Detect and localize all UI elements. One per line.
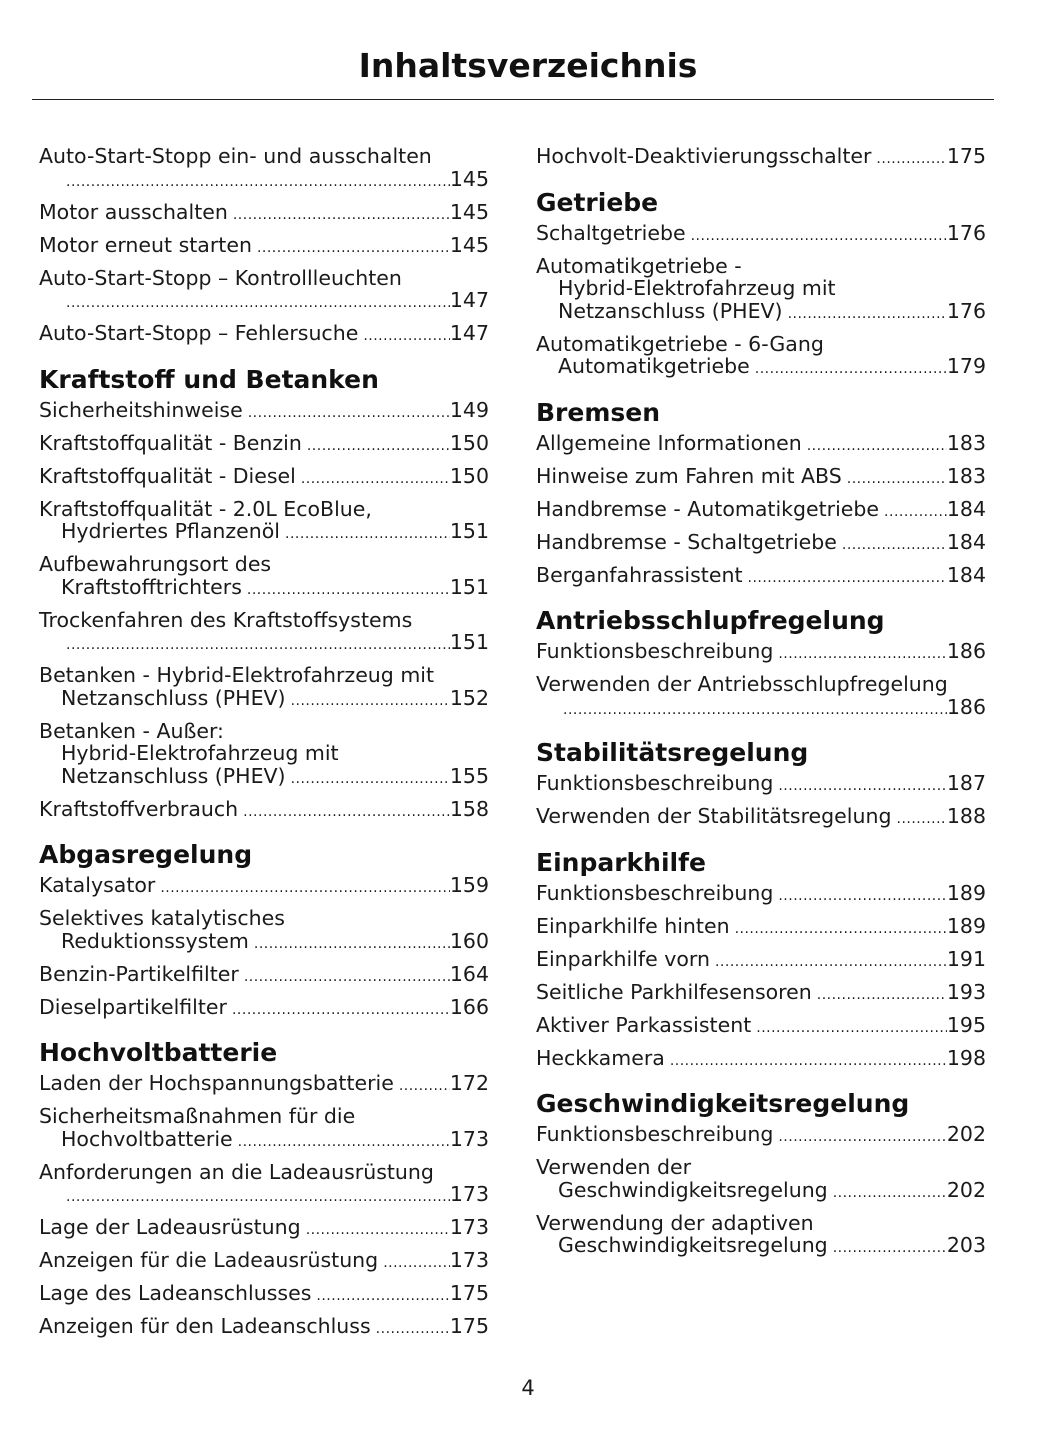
toc-entry-line [39, 996, 489, 1022]
toc-entry-text: Aufbewahrungsort des [39, 552, 272, 576]
dot-leader [842, 534, 947, 557]
toc-entry-line [536, 498, 986, 524]
toc-entry-line [39, 1282, 489, 1308]
toc-entry[interactable] [536, 882, 986, 908]
toc-entry-line [536, 222, 986, 248]
toc-entry[interactable] [39, 234, 489, 260]
toc-entry-text: Allgemeine Informationen [536, 430, 802, 455]
toc-entry-line [536, 564, 986, 590]
dot-leader [778, 643, 947, 666]
dot-leader [291, 768, 450, 791]
toc-entry-text: Funktionsbeschreibung [536, 639, 774, 663]
toc-entry[interactable] [39, 1282, 489, 1308]
toc-page-number: 151 [449, 630, 489, 654]
toc-column-right [536, 145, 986, 1267]
dot-leader [876, 148, 946, 171]
toc-page-number: 173 [449, 1248, 489, 1272]
dot-leader [232, 999, 450, 1022]
toc-entry[interactable] [39, 432, 489, 458]
toc-entry-line [39, 1315, 489, 1341]
toc-entry-line [536, 1123, 986, 1149]
toc-entry-line [39, 432, 489, 458]
toc-entry-line [536, 696, 986, 722]
toc-entry[interactable] [39, 201, 489, 227]
dot-leader [66, 1186, 450, 1209]
toc-entry-line [536, 432, 986, 458]
toc-entry-line [39, 1072, 489, 1098]
toc-entry-line [39, 1183, 489, 1209]
toc-entry[interactable] [39, 720, 489, 791]
toc-entry[interactable] [536, 145, 986, 171]
dot-leader [735, 918, 947, 941]
toc-page-number: 149 [449, 397, 489, 422]
toc-entry-text: Betanken - Hybrid-Elektrofahrzeug mit [39, 663, 435, 687]
toc-entry-line [39, 798, 489, 824]
toc-entry-text: Kraftstoffqualität - 2.0L EcoBlue, [39, 496, 372, 521]
toc-entry-text: Laden der Hochspannungsbatterie [39, 1071, 394, 1095]
toc-entry-text: Lage der Ladeausrüstung [39, 1215, 301, 1239]
toc-entry-text: Schaltgetriebe [536, 220, 686, 245]
dot-leader [66, 292, 450, 315]
toc-page-number: 173 [449, 1126, 489, 1151]
dot-leader [316, 1285, 449, 1308]
section-heading: Kraftstoff und Betanken [39, 364, 379, 394]
dot-leader [399, 1075, 450, 1098]
toc-entry-line [39, 1161, 489, 1184]
page-number: 4 [521, 1376, 535, 1400]
dot-leader [363, 325, 450, 348]
toc-entry-line [536, 1212, 986, 1235]
dot-leader [383, 1252, 450, 1275]
toc-entry-line [39, 664, 489, 687]
toc-page-number: 145 [449, 166, 489, 191]
toc-entry-text: Benzin-Partikelfilter [39, 961, 239, 986]
toc-page-number: 175 [946, 144, 986, 168]
dot-leader [248, 402, 450, 425]
toc-entry-line [536, 333, 986, 356]
toc-entry-line [39, 498, 489, 521]
toc-entry-text: Hybrid-Elektrofahrzeug mit [558, 276, 836, 300]
toc-entry-text: Berganfahrassistent [536, 562, 743, 587]
toc-entry-line [536, 277, 986, 300]
toc-entry[interactable] [39, 267, 489, 315]
toc-entry[interactable] [536, 1123, 986, 1149]
dot-leader [238, 1131, 450, 1154]
dot-leader [833, 1237, 947, 1260]
toc-entry[interactable] [536, 255, 986, 326]
toc-entry[interactable] [536, 772, 986, 798]
toc-entry-line [536, 531, 986, 557]
toc-entry[interactable] [536, 915, 986, 941]
dot-leader [847, 468, 947, 491]
dot-leader [715, 951, 947, 974]
toc-entry-line [39, 907, 489, 930]
dot-leader [257, 237, 450, 260]
section-heading: Getriebe [536, 187, 659, 217]
toc-entry[interactable] [536, 531, 986, 557]
toc-entry-line [536, 355, 986, 381]
toc-entry-text: Anforderungen an die Ladeausrüstung [39, 1159, 434, 1184]
toc-entry-text: Auto-Start-Stopp – Fehlersuche [39, 321, 359, 345]
toc-entry-line [39, 145, 489, 168]
toc-entry[interactable] [39, 664, 489, 712]
toc-entry-line [536, 948, 986, 974]
toc-page-number: 173 [449, 1215, 489, 1239]
toc-page-number: 187 [946, 771, 986, 795]
toc-entry-text: Verwenden der [536, 1155, 692, 1179]
toc-page-number: 175 [449, 1281, 489, 1305]
toc-page-number: 158 [449, 796, 489, 821]
toc-entry-line [39, 576, 489, 602]
toc-entry-text: Verwenden der Stabilitätsregelung [536, 804, 892, 828]
dot-leader [778, 885, 947, 908]
toc-entry[interactable] [536, 805, 986, 831]
toc-entry-text: Automatikgetriebe [558, 354, 750, 378]
toc-entry-line [39, 963, 489, 989]
toc-entry-line [536, 465, 986, 491]
toc-entry-text: Kraftstoffverbrauch [39, 796, 239, 821]
toc-entry-line [39, 687, 489, 713]
toc-entry[interactable] [536, 1212, 986, 1260]
toc-page-number: 203 [946, 1233, 986, 1257]
dot-leader [254, 933, 450, 956]
toc-entry-text: Netzanschluss (PHEV) [558, 298, 783, 323]
toc-entry[interactable] [39, 145, 489, 193]
toc-entry-line [39, 930, 489, 956]
toc-page-number: 184 [946, 529, 986, 554]
toc-entry[interactable] [536, 222, 986, 248]
toc-entry-text: Dieselpartikelfilter [39, 994, 227, 1019]
dot-leader [291, 690, 450, 713]
dot-leader [247, 579, 450, 602]
toc-entry-text: Anzeigen für die Ladeausrüstung [39, 1248, 379, 1272]
section-heading: Einparkhilfe [536, 847, 706, 877]
toc-page-number: 147 [449, 321, 489, 345]
toc-entry-text: Kraftstoffqualität - Diesel [39, 463, 296, 488]
toc-entry-text: Funktionsbeschreibung [536, 771, 774, 795]
toc-entry[interactable] [536, 465, 986, 491]
toc-page-number: 184 [946, 496, 986, 521]
section-heading: Geschwindigkeitsregelung [536, 1089, 910, 1118]
dot-leader [788, 303, 947, 326]
toc-page-number: 173 [449, 1182, 489, 1206]
toc-page-number: 172 [449, 1071, 489, 1095]
toc-page-number: 183 [946, 463, 986, 488]
toc-entry-text: Anzeigen für den Ladeanschluss [39, 1314, 371, 1338]
dot-leader [778, 1126, 947, 1149]
toc-entry-line [536, 255, 986, 278]
toc-entry-line [536, 882, 986, 908]
dot-leader [807, 435, 947, 458]
toc-entry[interactable] [536, 673, 986, 721]
dot-leader [301, 468, 450, 491]
toc-page-number: 166 [449, 994, 489, 1019]
dot-leader [563, 699, 947, 722]
page-title: Inhaltsverzeichnis [358, 46, 698, 85]
dot-leader [778, 775, 947, 798]
toc-entry[interactable] [39, 498, 489, 546]
toc-entry-line [39, 742, 489, 765]
toc-entry[interactable] [39, 1105, 489, 1153]
dot-leader [670, 1050, 947, 1073]
toc-entry-line [536, 981, 986, 1007]
toc-entry-line [39, 201, 489, 227]
toc-page-number: 145 [449, 199, 489, 224]
section-heading: Hochvoltbatterie [39, 1038, 278, 1067]
dot-leader [233, 204, 450, 227]
dot-leader [897, 808, 947, 831]
toc-entry[interactable] [39, 874, 489, 900]
toc-page-number: 202 [946, 1177, 986, 1202]
toc-page-number: 176 [946, 220, 986, 245]
toc-entry-text: Einparkhilfe hinten [536, 913, 730, 938]
dot-leader [833, 1182, 947, 1205]
toc-entry[interactable] [536, 981, 986, 1007]
toc-entry-text: Sicherheitshinweise [39, 397, 243, 422]
toc-entry-text: Einparkhilfe vorn [536, 946, 710, 971]
toc-entry[interactable] [536, 432, 986, 458]
section-heading: Bremsen [536, 397, 661, 427]
toc-page-number: 155 [449, 763, 489, 788]
dot-leader [66, 634, 450, 657]
toc-page-number: 179 [946, 354, 986, 378]
dot-leader [243, 801, 450, 824]
toc-entry[interactable] [536, 498, 986, 524]
toc-page-number: 160 [449, 928, 489, 953]
toc-entry-line [536, 1179, 986, 1205]
dot-leader [160, 877, 450, 900]
toc-entry-line [39, 289, 489, 315]
toc-entry-text: Lage des Ladeanschlusses [39, 1281, 312, 1305]
toc-entry-text: Funktionsbeschreibung [536, 880, 774, 905]
toc-entry-text: Selektives katalytisches [39, 906, 285, 930]
toc-entry-line [536, 673, 986, 696]
toc-page-number: 152 [449, 685, 489, 710]
toc-entry-text: Verwenden der Antriebsschlupfregelung [536, 672, 948, 696]
toc-entry-text: Motor erneut starten [39, 232, 252, 257]
toc-entry[interactable] [536, 640, 986, 666]
toc-entry[interactable] [536, 1047, 986, 1073]
toc-entry[interactable] [39, 996, 489, 1022]
toc-page-number: 150 [449, 463, 489, 488]
toc-entry-text: Katalysator [39, 873, 156, 897]
toc-entry-line [536, 1014, 986, 1040]
toc-page-number: 183 [946, 430, 986, 455]
toc-entry[interactable] [39, 399, 489, 425]
dot-leader [755, 358, 947, 381]
toc-entry-line [536, 805, 986, 831]
toc-entry-line [536, 1234, 986, 1260]
toc-entry[interactable] [536, 1014, 986, 1040]
toc-page-number: 184 [946, 562, 986, 587]
toc-entry-line [39, 168, 489, 194]
toc-entry-line [536, 145, 986, 171]
toc-entry-text: Heckkamera [536, 1045, 665, 1070]
toc-entry-text: Funktionsbeschreibung [536, 1122, 774, 1146]
toc-page-number: 193 [946, 979, 986, 1004]
toc-page-number: 188 [946, 804, 986, 828]
toc-entry-line [39, 1216, 489, 1242]
toc-entry-text: Sicherheitsmaßnahmen für die [39, 1104, 356, 1128]
toc-entry-line [39, 765, 489, 791]
toc-entry-text: Hydriertes Pflanzenöl [61, 519, 281, 543]
toc-page-number: 159 [449, 873, 489, 897]
toc-entry-text: Handbremse - Schaltgetriebe [536, 529, 837, 554]
dot-leader [756, 1017, 947, 1040]
dot-leader [884, 501, 947, 524]
toc-entry-text: Automatikgetriebe - 6-Gang [536, 331, 824, 356]
toc-entry[interactable] [536, 564, 986, 590]
toc-entry-line [39, 1128, 489, 1154]
toc-entry-line [39, 1249, 489, 1275]
toc-page-number: 145 [449, 232, 489, 257]
toc-entry-line [39, 520, 489, 546]
toc-entry-text: Auto-Start-Stopp ein- und ausschalten [39, 144, 432, 168]
dot-leader [244, 966, 450, 989]
toc-page-number: 202 [946, 1122, 986, 1146]
toc-entry[interactable] [39, 1161, 489, 1209]
toc-entry-line [39, 399, 489, 425]
toc-page-number: 186 [946, 694, 986, 719]
toc-entry-text: Auto-Start-Stopp – Kontrollleuchten [39, 265, 402, 290]
toc-entry-line [536, 772, 986, 798]
dot-leader [817, 984, 947, 1007]
toc-entry-line [39, 465, 489, 491]
dot-leader [376, 1318, 450, 1341]
toc-entry-line [536, 1047, 986, 1073]
toc-page-number: 150 [449, 430, 489, 455]
toc-entry-text: Hybrid-Elektrofahrzeug mit [61, 741, 339, 765]
toc-entry-line [536, 1156, 986, 1179]
toc-page-number: 176 [946, 298, 986, 323]
toc-entry-text: Geschwindigkeitsregelung [558, 1177, 828, 1202]
section-heading: Stabilitätsregelung [536, 738, 809, 767]
toc-entry[interactable] [39, 465, 489, 491]
toc-entry[interactable] [39, 1315, 489, 1341]
toc-page-number: 189 [946, 913, 986, 938]
toc-entry-line [536, 915, 986, 941]
toc-entry[interactable] [39, 963, 489, 989]
toc-entry[interactable] [536, 333, 986, 381]
toc-entry-text: Hochvolt-Deaktivierungsschalter [536, 144, 872, 168]
toc-entry-line [39, 720, 489, 743]
toc-entry-text: Trockenfahren des Kraftstoffsystems [39, 607, 413, 632]
toc-page-number: 164 [449, 961, 489, 986]
dot-leader [748, 567, 947, 590]
toc-entry-line [39, 609, 489, 632]
toc-entry-line [39, 267, 489, 290]
dot-leader [691, 225, 947, 248]
dot-leader [307, 435, 450, 458]
toc-entry-line [39, 631, 489, 657]
toc-entry-text: Hinweise zum Fahren mit ABS [536, 463, 842, 488]
toc-entry-line [39, 322, 489, 348]
section-heading: Antriebsschlupfregelung [536, 606, 885, 635]
toc-column-left [39, 145, 489, 1348]
toc-entry-text: Betanken - Außer: [39, 718, 224, 743]
toc-entry-text: Verwendung der adaptiven [536, 1210, 814, 1235]
toc-entry-text: Handbremse - Automatikgetriebe [536, 496, 880, 521]
toc-entry[interactable] [39, 609, 489, 657]
toc-page-number: 147 [449, 288, 489, 312]
toc-entry-text: Kraftstofftrichters [61, 574, 242, 599]
toc-entry[interactable] [39, 1216, 489, 1242]
toc-entry-text: Netzanschluss (PHEV) [61, 685, 286, 710]
toc-entry-text: Seitliche Parkhilfesensoren [536, 979, 812, 1004]
toc-entry-text: Aktiver Parkassistent [536, 1012, 752, 1037]
toc-entry[interactable] [39, 1072, 489, 1098]
dot-leader [285, 523, 450, 546]
toc-entry-text: Automatikgetriebe - [536, 253, 742, 278]
toc-entry-text: Geschwindigkeitsregelung [558, 1233, 828, 1257]
toc-entry-line [536, 640, 986, 666]
toc-entry[interactable] [39, 1249, 489, 1275]
dot-leader [306, 1219, 450, 1242]
toc-entry-text: Reduktionssystem [61, 928, 249, 953]
toc-entry-text: Netzanschluss (PHEV) [61, 763, 286, 788]
toc-entry[interactable] [536, 948, 986, 974]
section-heading: Abgasregelung [39, 840, 253, 869]
toc-page-number: 151 [449, 574, 489, 599]
toc-entry-line [39, 1105, 489, 1128]
toc-entry[interactable] [536, 1156, 986, 1204]
toc-entry-line [39, 234, 489, 260]
toc-entry[interactable] [39, 322, 489, 348]
toc-page-number: 195 [946, 1012, 986, 1037]
toc-page-number: 191 [946, 946, 986, 971]
toc-entry-line [39, 553, 489, 576]
toc-entry[interactable] [39, 907, 489, 955]
toc-entry-line [536, 300, 986, 326]
toc-entry[interactable] [39, 553, 489, 601]
toc-entry-line [39, 874, 489, 900]
toc-entry-text: Hochvoltbatterie [61, 1126, 233, 1151]
toc-page-number: 186 [946, 639, 986, 663]
toc-page-number: 198 [946, 1045, 986, 1070]
toc-entry-text: Motor ausschalten [39, 199, 228, 224]
toc-entry-text: Kraftstoffqualität - Benzin [39, 430, 302, 455]
title-divider [32, 99, 994, 100]
toc-page-number: 189 [946, 880, 986, 905]
dot-leader [66, 171, 450, 194]
toc-page-number: 175 [449, 1314, 489, 1338]
toc-page-number: 151 [449, 519, 489, 543]
toc-entry[interactable] [39, 798, 489, 824]
